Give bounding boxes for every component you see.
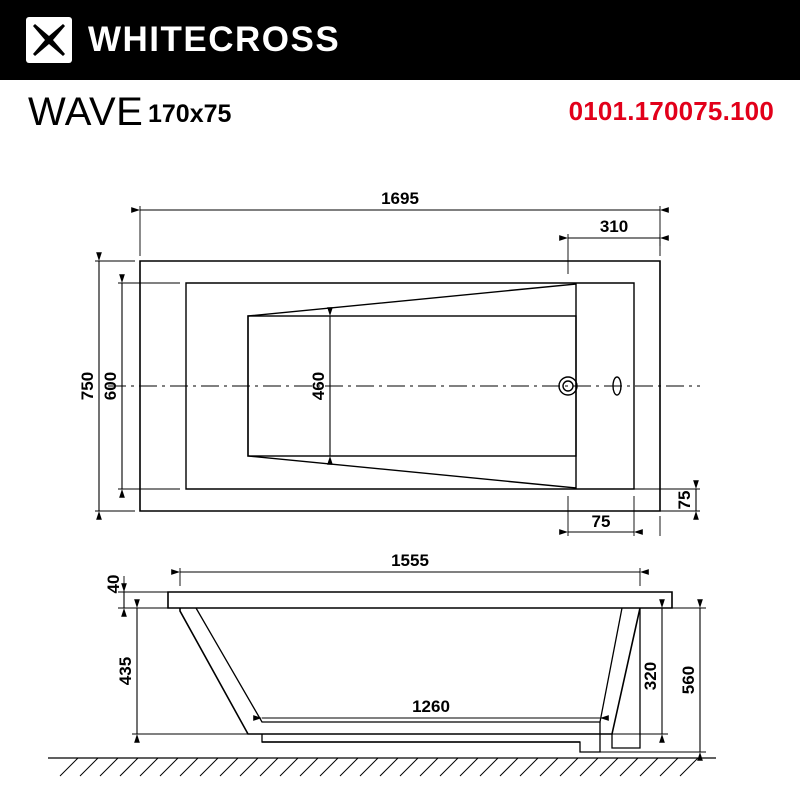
dim-overall-width: 750	[78, 371, 97, 401]
technical-drawing	[0, 156, 800, 800]
dim-top-inner-length: 1555	[391, 551, 429, 570]
dim-offset-right: 310	[599, 217, 629, 236]
article-code: 0101.170075.100	[568, 96, 774, 126]
x-cross-logo-icon	[26, 17, 72, 63]
title-row	[0, 80, 800, 156]
dim-overall-length: 1695	[381, 189, 419, 208]
dim-foot-height: 320	[641, 661, 660, 691]
dim-bottom-length: 1260	[412, 697, 450, 716]
dim-rim-thickness: 40	[104, 574, 123, 594]
brand-name: WHITECROSS	[88, 20, 341, 59]
dim-inner-width: 600	[101, 371, 120, 401]
header-bar	[0, 0, 800, 80]
dim-inner-depth: 435	[116, 656, 135, 686]
model-name: WAVE	[28, 90, 144, 134]
model-size: 170x75	[148, 100, 232, 128]
dim-edge-right: 75	[675, 490, 694, 510]
dim-inner-bottom-width: 460	[309, 371, 328, 401]
dim-overall-height: 560	[679, 665, 698, 695]
dim-edge-bottom: 75	[591, 512, 611, 531]
